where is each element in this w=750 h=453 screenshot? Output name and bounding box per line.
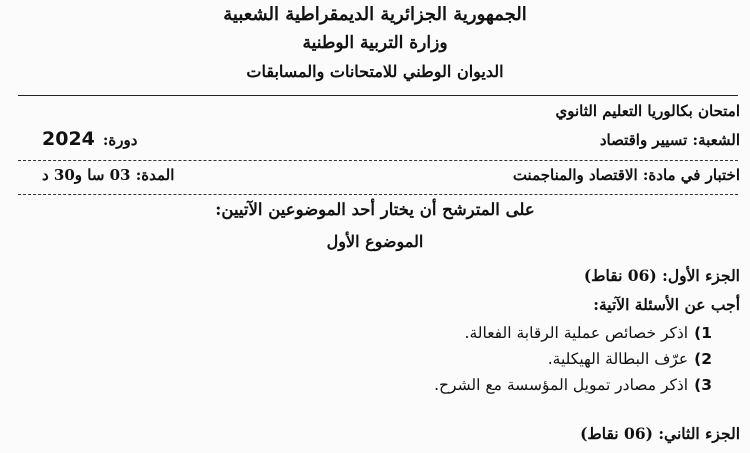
session-label: دورة: bbox=[102, 131, 138, 149]
office-header: الديوان الوطني للامتحانات والمسابقات bbox=[246, 62, 504, 81]
dashed-divider-2 bbox=[18, 194, 738, 195]
subject-row bbox=[42, 166, 740, 184]
duration: المدة: 03 سا و30 د bbox=[42, 166, 175, 184]
question-2 bbox=[548, 350, 712, 368]
subject-label: اختبار في مادة: الاقتصاد والمناجمنت bbox=[512, 166, 740, 184]
part1-prompt: أجب عن الأسئلة الآتية: bbox=[593, 295, 740, 314]
instruction: على المترشح أن يختار أحد الموضوعين الآتيين: bbox=[215, 200, 535, 219]
question-text: اذكر مصادر تمويل المؤسسة مع الشرح. bbox=[434, 376, 689, 394]
republic-header: الجمهورية الجزائرية الديمقراطية الشعبية bbox=[223, 4, 527, 25]
question-1 bbox=[465, 324, 712, 342]
dashed-divider-1 bbox=[18, 160, 738, 161]
branch-label: الشعبة: تسيير واقتصاد bbox=[599, 131, 740, 149]
question-3 bbox=[434, 376, 712, 394]
question-number: 1) bbox=[694, 324, 712, 342]
question-number: 3) bbox=[694, 376, 712, 394]
header-divider bbox=[18, 95, 738, 96]
part2-title: الجزء الثاني: (06 نقاط) bbox=[580, 424, 740, 443]
question-text: عرّف البطالة الهيكلية. bbox=[547, 350, 689, 368]
ministry-header: وزارة التربية الوطنية bbox=[302, 33, 448, 53]
question-number: 2) bbox=[694, 350, 712, 368]
branch-row bbox=[42, 128, 740, 150]
exam-title: امتحان بكالوريا التعليم الثانوي bbox=[555, 102, 740, 120]
session-year: 2024 bbox=[42, 128, 95, 150]
question-text: اذكر خصائص عملية الرقابة الفعالة. bbox=[464, 324, 689, 342]
exam-title-row bbox=[42, 102, 740, 120]
part1-title: الجزء الأول: (06 نقاط) bbox=[583, 266, 740, 285]
session bbox=[42, 128, 137, 150]
topic-title: الموضوع الأول bbox=[326, 232, 424, 251]
